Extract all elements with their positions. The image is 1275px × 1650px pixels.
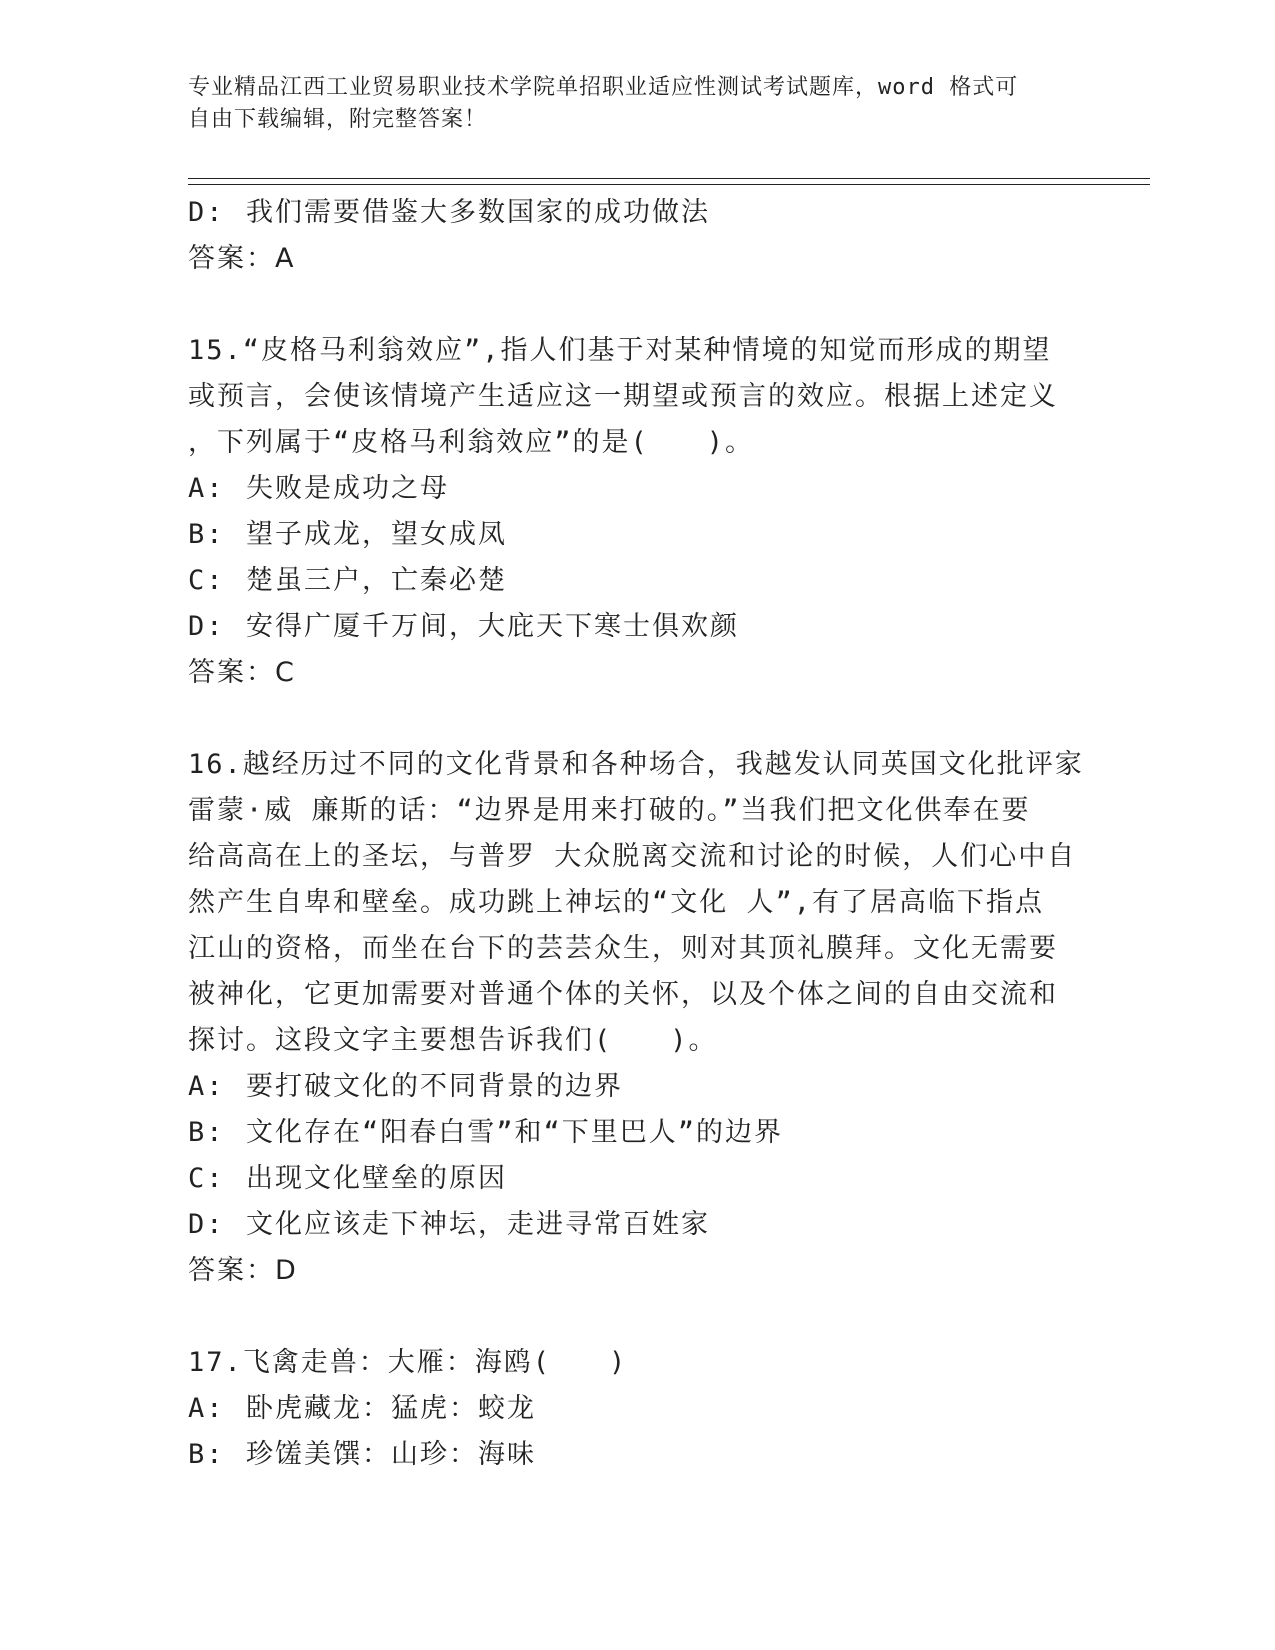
q15-option-b xyxy=(188,512,1088,558)
question-text-line: 然产生自卑和壁垒。成功跳上神坛的“文化 人”,有了居高临下指点 xyxy=(188,887,1045,918)
q15-option-d xyxy=(188,604,1088,650)
option-text: 望子成龙，望女成凤 xyxy=(246,519,507,550)
header-line-1: 专业精品江西工业贸易职业技术学院单招职业适应性测试考试题库，word 格式可 xyxy=(188,75,1019,100)
question-17 xyxy=(188,1340,1088,1478)
option-key: B: xyxy=(188,1117,225,1148)
option-text: 文化应该走下神坛，走进寻常百姓家 xyxy=(246,1209,710,1240)
option-key: C: xyxy=(188,565,225,596)
question-text-line: 给高高在上的圣坛，与普罗 大众脱离交流和讨论的时候，人们心中自 xyxy=(188,841,1077,872)
option-key: D: xyxy=(188,197,225,228)
header-divider-top xyxy=(188,178,1150,179)
option-key: A: xyxy=(188,1071,225,1102)
option-text: 珍馐美馔：山珍：海味 xyxy=(246,1439,536,1470)
question-text-line: 17.飞禽走兽：大雁：海鸥( ) xyxy=(188,1347,628,1378)
question-text-line: 雷蒙·威 廉斯的话：“边界是用来打破的。”当我们把文化供奉在要 xyxy=(188,795,1031,826)
option-key: A: xyxy=(188,1393,225,1424)
q14-option-d xyxy=(188,190,1088,236)
q17-option-b xyxy=(188,1432,1088,1478)
option-key: C: xyxy=(188,1163,225,1194)
option-key: D: xyxy=(188,611,225,642)
option-key: A: xyxy=(188,473,225,504)
q15-option-c xyxy=(188,558,1088,604)
question-text-line: 15.“皮格马利翁效应”,指人们基于对某种情境的知觉而形成的期望 xyxy=(188,335,1052,366)
question-text-line: 江山的资格，而坐在台下的芸芸众生，则对其顶礼膜拜。文化无需要 xyxy=(188,933,1058,964)
header-line-2: 自由下载编辑，附完整答案！ xyxy=(188,107,488,132)
q16-option-c xyxy=(188,1156,1088,1202)
option-key: D: xyxy=(188,1209,225,1240)
question-text-line: 或预言，会使该情境产生适应这一期望或预言的效应。根据上述定义 xyxy=(188,381,1058,412)
question-text-line: 探讨。这段文字主要想告诉我们( )。 xyxy=(188,1025,718,1056)
q17-option-a xyxy=(188,1386,1088,1432)
option-text: 文化存在“阳春白雪”和“下里巴人”的边界 xyxy=(246,1117,784,1148)
question-text-line: 16.越经历过不同的文化背景和各种场合，我越发认同英国文化批评家 xyxy=(188,749,1084,780)
q16-option-b xyxy=(188,1110,1088,1156)
document-header xyxy=(188,72,1068,136)
option-text: 出现文化壁垒的原因 xyxy=(246,1163,507,1194)
option-key: B: xyxy=(188,1439,225,1470)
question-15 xyxy=(188,328,1088,696)
q16-option-d xyxy=(188,1202,1088,1248)
question-16 xyxy=(188,742,1088,1294)
question-text-line: ，下列属于“皮格马利翁效应”的是( )。 xyxy=(188,427,755,458)
header-divider-bottom xyxy=(188,184,1150,185)
q15-answer: 答案：C xyxy=(188,657,296,688)
option-text: 安得广厦千万间，大庇天下寒士俱欢颜 xyxy=(246,611,739,642)
q14-answer: 答案：A xyxy=(188,243,296,274)
question-text-line: 被神化，它更加需要对普通个体的关怀，以及个体之间的自由交流和 xyxy=(188,979,1058,1010)
option-text: 卧虎藏龙：猛虎：蛟龙 xyxy=(246,1393,536,1424)
option-text: 要打破文化的不同背景的边界 xyxy=(246,1071,623,1102)
q15-option-a xyxy=(188,466,1088,512)
option-key: B: xyxy=(188,519,225,550)
option-text: 失败是成功之母 xyxy=(246,473,449,504)
q16-answer: 答案：D xyxy=(188,1255,298,1286)
option-text: 我们需要借鉴大多数国家的成功做法 xyxy=(246,197,710,228)
option-text: 楚虽三户，亡秦必楚 xyxy=(246,565,507,596)
document-body xyxy=(188,190,1088,1478)
q16-option-a xyxy=(188,1064,1088,1110)
